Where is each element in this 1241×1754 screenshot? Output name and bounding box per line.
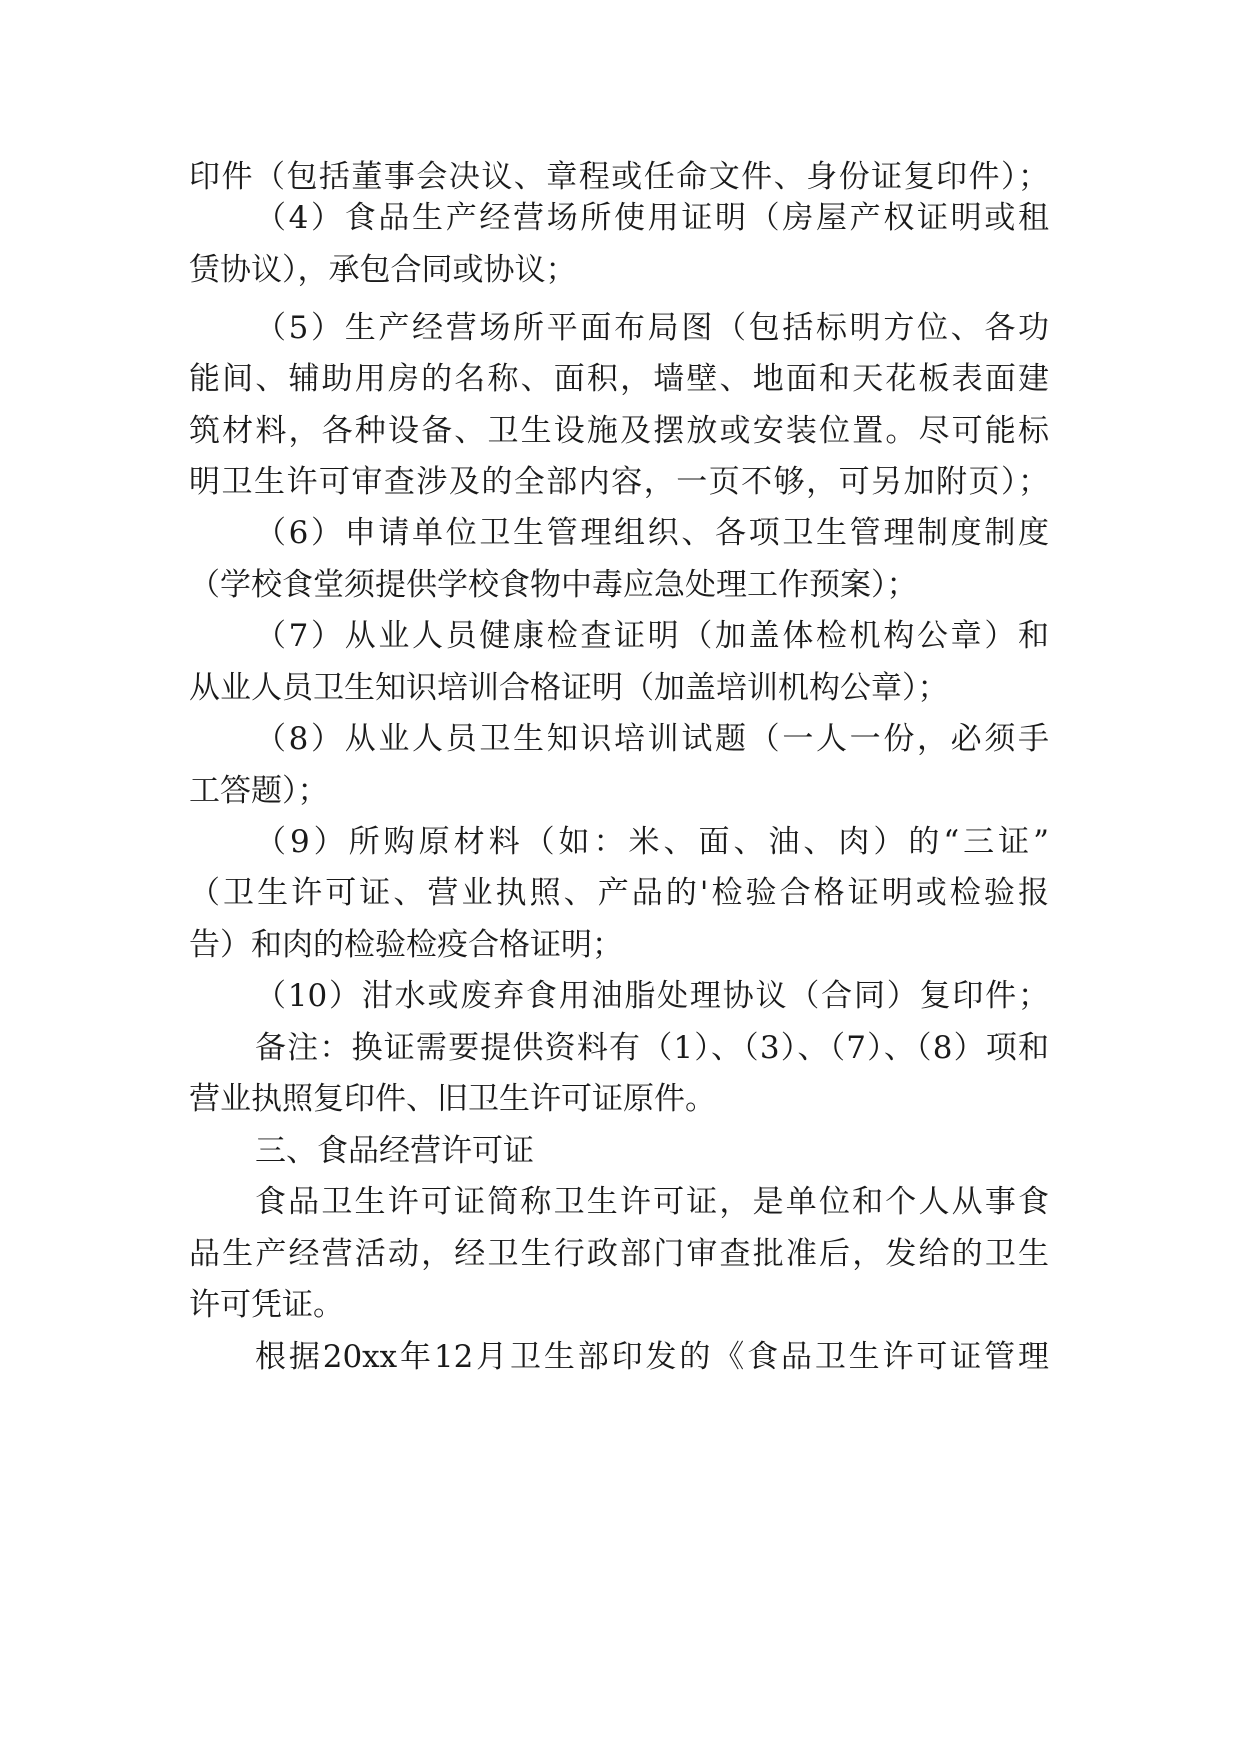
text-line: （4）食品生产经营场所使用证明（房屋产权证明或租 (255, 200, 1049, 236)
text-line: 能间、辅助用房的名称、面积，墙壁、地面和天花板表面建 (189, 361, 1049, 397)
text-line: 根据20xx年12月卫生部印发的《食品卫生许可证管理 (255, 1339, 1049, 1375)
text-line: 食品卫生许可证简称卫生许可证，是单位和个人从事食 (255, 1184, 1049, 1220)
text-line: 明卫生许可审查涉及的全部内容，一页不够，可另加附页）； (189, 464, 1049, 500)
text-line: 工答题）； (189, 773, 329, 809)
text-line: （学校食堂须提供学校食物中毒应急处理工作预案）； (189, 567, 918, 603)
text-line: （5）生产经营场所平面布局图（包括标明方位、各功 (255, 310, 1049, 346)
section-heading: 三、食品经营许可证 (255, 1133, 534, 1169)
text-line: 营业执照复印件、旧卫生许可证原件。 (189, 1081, 716, 1117)
text-line: 从业人员卫生知识培训合格证明（加盖培训机构公章）； (189, 670, 949, 706)
text-line: （9）所购原材料（如：米、面、油、肉）的“三证” (255, 824, 1049, 860)
text-line: （8）从业人员卫生知识培训试题（一人一份，必须手 (255, 721, 1049, 757)
text-line: （10）泔水或废弃食用油脂处理协议（合同）复印件； (255, 978, 1049, 1014)
text-line: （6）申请单位卫生管理组织、各项卫生管理制度制度 (255, 515, 1049, 551)
text-line: 印件（包括董事会决议、章程或任命文件、身份证复印件）； (189, 159, 1049, 195)
text-line: 许可凭证。 (189, 1287, 344, 1323)
text-line: 告）和肉的检验检疫合格证明； (189, 927, 623, 963)
text-line: 筑材料，各种设备、卫生设施及摆放或安装位置。尽可能标 (189, 413, 1049, 449)
text-line: （7）从业人员健康检查证明（加盖体检机构公章）和 (255, 618, 1049, 654)
text-line: 品生产经营活动，经卫生行政部门审查批准后，发给的卫生 (189, 1236, 1049, 1272)
text-line: （卫生许可证、营业执照、产品的'检验合格证明或检验报 (189, 875, 1049, 911)
text-line: 赁协议），承包合同或协议； (189, 252, 577, 288)
text-line: 备注：换证需要提供资料有（1）、（3）、（7）、（8）项和 (255, 1030, 1049, 1066)
